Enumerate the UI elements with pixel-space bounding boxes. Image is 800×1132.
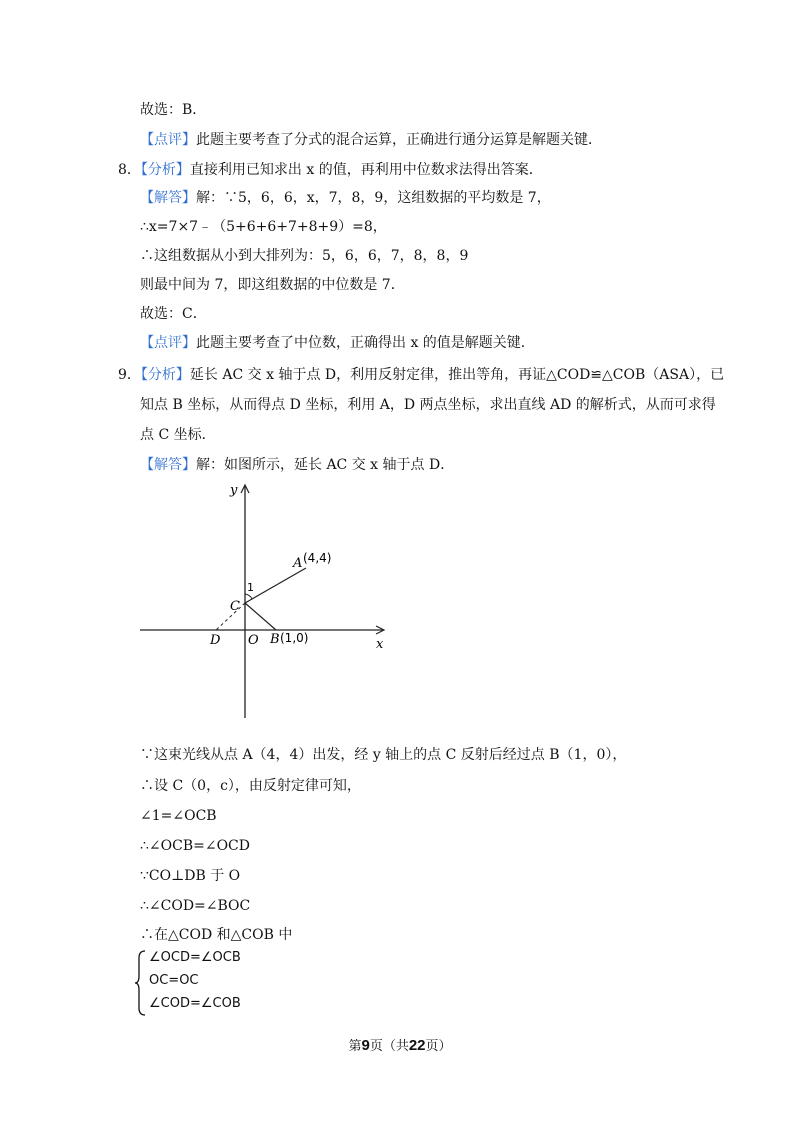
comment-tag: 【点评】: [140, 132, 196, 148]
footer-pre: 第: [348, 1039, 362, 1054]
question-line: [118, 160, 543, 180]
text-line: [140, 333, 535, 353]
x-label: x: [376, 637, 384, 652]
y-label: y: [230, 483, 238, 498]
footer-mid: 页（共: [369, 1039, 409, 1054]
origin-label: O: [248, 633, 259, 648]
equation-system: [135, 950, 335, 1020]
footer-post: 页）: [425, 1039, 452, 1054]
text-line: [140, 188, 551, 208]
text-line: ∴x=7×7﹣（5+6+6+7+8+9）=8，: [140, 219, 387, 235]
svg-text:{: {: [135, 950, 136, 951]
footer-page: 9: [361, 1037, 370, 1054]
answer-text: 解：∵5，6，6，x，7，8，9，这组数据的平均数是 7，: [196, 190, 551, 206]
text-line: [140, 130, 602, 150]
system-row: ∠OCD=∠OCB: [149, 950, 241, 965]
point-a-label: A: [293, 556, 303, 571]
text-line: ∴在△COD 和△COB 中: [140, 927, 293, 943]
ray-cb: [245, 603, 276, 630]
answer-text: 解：如图所示，延长 AC 交 x 轴于点 D．: [196, 457, 455, 473]
analysis-tag: 【分析】: [140, 162, 190, 178]
question-number: 8．: [118, 162, 141, 178]
page-footer: [0, 1035, 800, 1054]
point-b-label: B: [270, 632, 280, 647]
point-a-coord: (4,4): [303, 551, 332, 565]
point-c-label: C: [230, 599, 240, 614]
angle-1-label: 1: [247, 581, 254, 594]
text-line: ∴∠COD=∠BOC: [140, 898, 251, 914]
text-line: ∠1=∠OCB: [140, 808, 217, 824]
comment-text: 此题主要考查了中位数，正确得出 x 的值是解题关键．: [196, 335, 535, 351]
text-line: ∵CO⊥DB 于 O: [140, 868, 241, 884]
text-line: ∴∠OCB=∠OCD: [140, 838, 250, 854]
answer-tag: 【解答】: [140, 457, 196, 473]
text-line: [140, 455, 454, 475]
footer-total: 22: [408, 1037, 426, 1054]
point-b-coord: (1,0): [280, 631, 309, 645]
text-line: ∵这束光线从点 A（4，4）出发，经 y 轴上的点 C 反射后经过点 B（1，0），: [140, 747, 627, 763]
analysis-text: 直接利用已知求出 x 的值，再利用中位数求法得出答案．: [189, 162, 543, 178]
comment-tag: 【点评】: [140, 335, 196, 351]
text-line: ∴设 C（0，c），由反射定律可知，: [140, 778, 361, 794]
text-line: 故选：C．: [140, 306, 207, 322]
answer-tag: 【解答】: [140, 190, 196, 206]
system-row: ∠COD=∠COB: [149, 996, 241, 1011]
analysis-tag: 【分析】: [140, 367, 190, 383]
text-line: 点 C 坐标．: [140, 427, 216, 443]
angle-1-arc: [245, 594, 252, 599]
question-line: [118, 365, 724, 385]
text-line: 则最中间为 7，即这组数据的中位数是 7．: [140, 277, 405, 293]
system-row: OC=OC: [149, 973, 199, 988]
analysis-text: 延长 AC 交 x 轴于点 D，利用反射定律，推出等角，再证△COD≌△COB（ASA），已: [189, 367, 725, 383]
text-line: 故选：B．: [140, 102, 207, 118]
brace-icon: [135, 950, 147, 1016]
text-line: ∴这组数据从小到大排列为：5，6，6，7，8，8，9: [140, 248, 469, 264]
question-number: 9．: [118, 367, 141, 383]
ray-ac: [245, 568, 306, 603]
point-d-label: D: [210, 633, 221, 648]
text-line: 知点 B 坐标，从而得点 D 坐标，利用 A，D 两点坐标，求出直线 AD 的解析式，从而可求得: [140, 397, 716, 413]
comment-text: 此题主要考查了分式的混合运算，正确进行通分运算是解题关键．: [196, 132, 602, 148]
coordinate-figure: [138, 478, 398, 723]
